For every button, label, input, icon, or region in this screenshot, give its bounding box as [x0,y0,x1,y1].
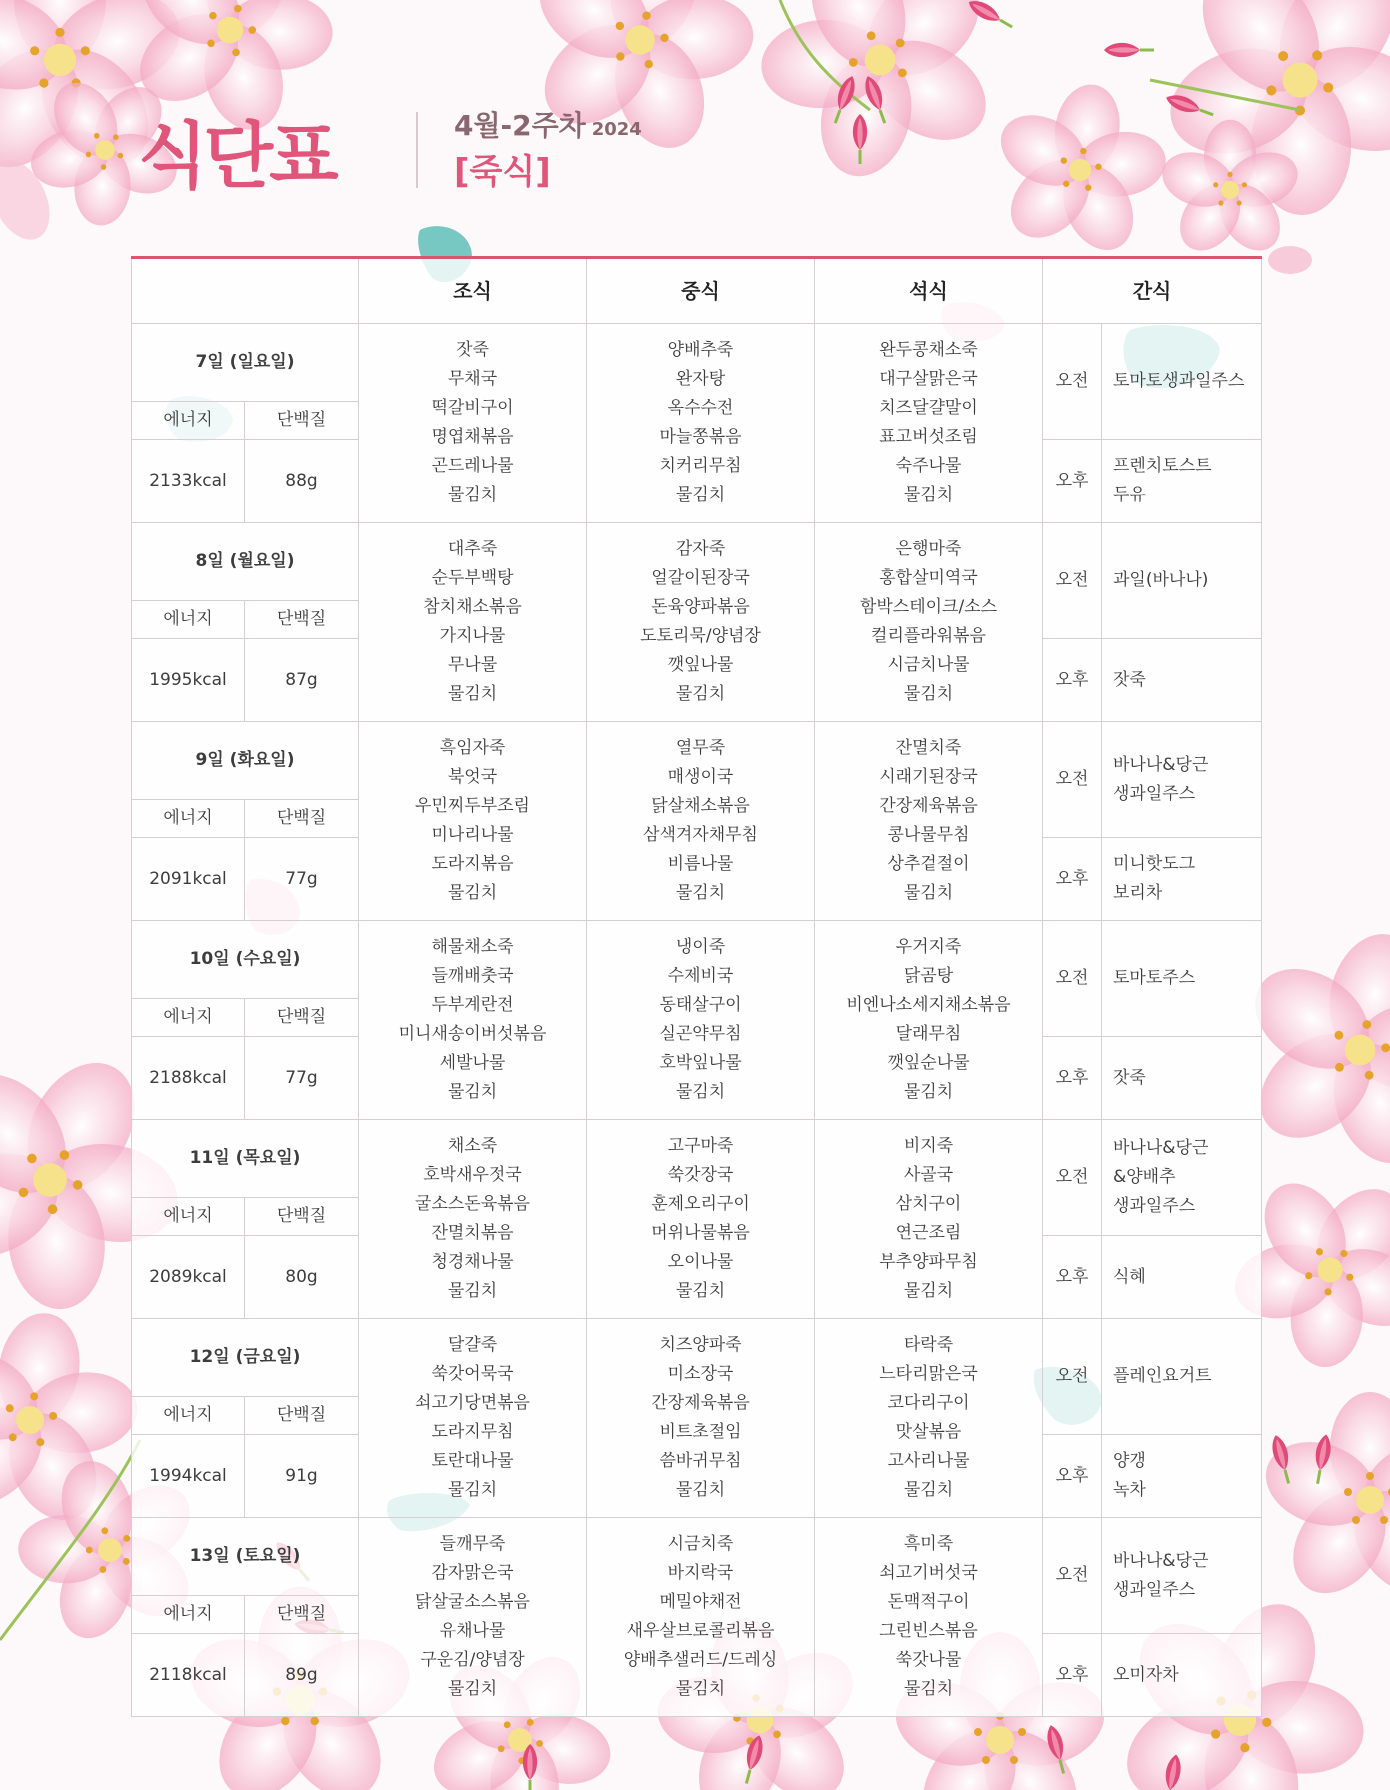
menu-item: 호박잎나물 [659,1053,742,1073]
menu-item: 열무죽 [675,738,726,758]
menu-item: 무채국 [447,369,498,389]
menu-item: 청경채나물 [431,1252,514,1272]
menu-item: 머위나물볶음 [651,1223,750,1243]
breakfast-cell [359,1120,587,1319]
col-lunch: 중식 [587,258,815,324]
menu-item: 물김치 [447,1480,498,1500]
menu-item: 흑미죽 [903,1534,954,1554]
menu-item: 잔멸치죽 [895,738,962,758]
day-label: 12일 (금요일) [132,1319,359,1397]
menu-item: 숙주나물 [895,456,962,476]
menu-item: 물김치 [447,1281,498,1301]
energy-label: 에너지 [132,1198,245,1236]
menu-item: 옥수수전 [667,398,734,418]
col-snack: 간식 [1043,258,1262,324]
protein-label: 단백질 [245,800,359,838]
snack-item: 양갱 [1113,1451,1146,1471]
snack-item: 프렌치토스트 [1113,456,1212,476]
energy-value: 2089kcal [132,1236,245,1319]
protein-label: 단백질 [245,1596,359,1634]
menu-item: 흑임자죽 [439,738,506,758]
snack-am-cell [1102,1518,1262,1634]
header-divider [416,112,418,188]
menu-item: 구운김/양념장 [420,1650,525,1670]
menu-item: 돈육양파볶음 [651,597,750,617]
menu-item: 연근조림 [895,1223,962,1243]
breakfast-cell [359,1319,587,1518]
menu-item: 매생이국 [667,767,734,787]
menu-item: 들깨무죽 [439,1534,506,1554]
menu-item: 물김치 [447,883,498,903]
menu-item: 쇠고기당면볶음 [415,1393,530,1413]
snack-item: 바나나&당근 [1113,754,1209,775]
menu-item: 컬리플라워볶음 [871,626,986,646]
snack-am-label: 오전 [1043,523,1102,639]
snack-item: 잣죽 [1113,1067,1146,1088]
menu-item: 닭살채소볶음 [651,796,750,816]
day-row [132,722,1262,800]
protein-label: 단백질 [245,1397,359,1435]
menu-item: 물김치 [903,1281,954,1301]
day-label: 11일 (목요일) [132,1120,359,1198]
menu-item: 닭살굴소스볶음 [415,1592,530,1612]
menu-item: 달걀죽 [447,1335,498,1355]
week-label [454,104,642,144]
day-row [132,1319,1262,1397]
table-header-row [132,258,1262,324]
menu-item: 명엽채볶음 [431,427,514,447]
snack-pm-label: 오후 [1043,1435,1102,1518]
breakfast-cell [359,1518,587,1717]
snack-pm-label: 오후 [1043,440,1102,523]
menu-item: 시금치나물 [887,655,970,675]
menu-item: 물김치 [447,1082,498,1102]
day-label: 7일 (일요일) [132,324,359,402]
menu-item: 세발나물 [439,1053,506,1073]
menu-item: 깻잎순나물 [887,1053,970,1073]
snack-item: 토마토생과일주스 [1113,371,1245,391]
menu-item: 물김치 [675,883,726,903]
menu-item: 미소장국 [667,1364,734,1384]
snack-am-label: 오전 [1043,921,1102,1037]
menu-item: 타락죽 [903,1335,954,1355]
lunch-cell [587,523,815,722]
day-row [132,1518,1262,1596]
menu-item: 실곤약무침 [659,1024,742,1044]
day-label: 8일 (월요일) [132,523,359,601]
menu-item: 달래무침 [895,1024,962,1044]
dinner-cell [815,523,1043,722]
menu-item: 고구마죽 [667,1136,734,1156]
menu-item: 씀바귀무침 [659,1451,742,1471]
protein-value: 91g [245,1435,359,1518]
snack-item: 토마토주스 [1113,968,1196,988]
protein-value: 87g [245,639,359,722]
snack-item: 바나나&당근 [1113,1138,1209,1158]
lunch-cell [587,1120,815,1319]
week-text: 4월-2주차 [454,109,586,142]
menu-item: 물김치 [903,883,954,903]
snack-am-cell [1102,523,1262,639]
menu-item: 물김치 [447,1679,498,1699]
breakfast-cell [359,324,587,523]
menu-item: 물김치 [675,1082,726,1102]
menu-item: 삼치구이 [895,1194,962,1214]
menu-item: 돈맥적구이 [887,1592,970,1612]
menu-item: 미나리나물 [431,825,514,845]
menu-item: 양배추샐러드/드레싱 [623,1650,778,1670]
snack-item: 과일(바나나) [1113,570,1209,590]
menu-item: 순두부백탕 [431,568,514,588]
snack-am-cell [1102,1120,1262,1236]
day-label: 13일 (토요일) [132,1518,359,1596]
snack-item: 두유 [1113,485,1146,505]
protein-label: 단백질 [245,402,359,440]
snack-pm-cell [1102,1236,1262,1319]
menu-item: 유채나물 [439,1621,506,1641]
snack-am-cell [1102,324,1262,440]
protein-label: 단백질 [245,1198,359,1236]
day-label: 9일 (화요일) [132,722,359,800]
menu-item: 양배추죽 [667,340,734,360]
energy-label: 에너지 [132,601,245,639]
menu-item: 사골국 [903,1165,954,1185]
snack-item: 미니핫도그 [1113,854,1196,874]
menu-item: 물김치 [903,485,954,505]
menu-item: 느타리맑은국 [879,1364,978,1384]
day-label: 10일 (수요일) [132,921,359,999]
menu-item: 물김치 [903,1679,954,1699]
energy-label: 에너지 [132,800,245,838]
menu-item: 비지죽 [903,1136,954,1156]
menu-item: 수제비국 [667,966,734,986]
menu-item: 물김치 [675,1281,726,1301]
header-blank-cell [132,258,359,324]
menu-item: 대구살맑은국 [879,369,978,389]
menu-item: 냉이죽 [675,937,726,957]
menu-table [131,256,1262,1717]
menu-item: 물김치 [675,1679,726,1699]
menu-item: 고사리나물 [887,1451,970,1471]
menu-item: 물김치 [903,684,954,704]
snack-am-label: 오전 [1043,1120,1102,1236]
menu-item: 북엇국 [447,767,498,787]
snack-pm-cell [1102,838,1262,921]
menu-item: 깻잎나물 [667,655,734,675]
menu-item: 토란대나물 [431,1451,514,1471]
snack-pm-cell [1102,1037,1262,1120]
menu-item: 콩나물무침 [887,825,970,845]
snack-item: &양배추 [1113,1167,1176,1187]
menu-item: 삼색겨자채무침 [643,825,758,845]
snack-pm-cell [1102,639,1262,722]
menu-item: 그린빈스볶음 [879,1621,978,1641]
menu-item: 두부계란전 [431,995,514,1015]
snack-am-label: 오전 [1043,722,1102,838]
menu-item: 굴소스돈육볶음 [415,1194,530,1214]
energy-value: 2118kcal [132,1634,245,1717]
snack-pm-label: 오후 [1043,1236,1102,1319]
menu-item: 도토리묵/양념장 [640,626,761,646]
menu-item: 가지나물 [439,626,506,646]
menu-item: 바지락국 [667,1563,734,1583]
menu-item: 코다리구이 [887,1393,970,1413]
snack-pm-label: 오후 [1043,1037,1102,1120]
menu-item: 마늘쫑볶음 [659,427,742,447]
menu-item: 비엔나소세지채소볶음 [846,995,1011,1015]
menu-item: 메밀야채전 [659,1592,742,1612]
menu-item: 완자탕 [675,369,726,389]
snack-item: 잣죽 [1113,669,1146,690]
menu-item: 은행마죽 [895,539,962,559]
menu-item: 시금치죽 [667,1534,734,1554]
menu-item: 치즈달걀말이 [879,398,978,418]
menu-item: 채소죽 [447,1136,498,1156]
snack-item: 생과일주스 [1113,1579,1196,1600]
page-title: 식단표 [138,114,335,198]
menu-item: 훈제오리구이 [651,1194,750,1214]
lunch-cell [587,921,815,1120]
energy-label: 에너지 [132,999,245,1037]
day-row [132,1120,1262,1198]
menu-item: 표고버섯조림 [879,427,978,447]
snack-item: 오미자차 [1113,1664,1179,1685]
dinner-cell [815,1319,1043,1518]
lunch-cell [587,722,815,921]
snack-item: 플레인요거트 [1113,1366,1212,1386]
snack-am-label: 오전 [1043,1319,1102,1435]
protein-value: 88g [245,440,359,523]
menu-item: 잔멸치볶음 [431,1223,514,1243]
menu-item: 미니새송이버섯볶음 [398,1024,547,1044]
menu-item: 쇠고기버섯국 [879,1563,978,1583]
day-row [132,324,1262,402]
menu-item: 간장제육볶음 [651,1393,750,1413]
protein-value: 77g [245,1037,359,1120]
menu-item: 우민찌두부조림 [415,796,530,816]
protein-value: 77g [245,838,359,921]
protein-label: 단백질 [245,999,359,1037]
snack-pm-label: 오후 [1043,838,1102,921]
meal-type-label: [죽식] [454,152,551,192]
menu-item: 물김치 [903,1480,954,1500]
snack-pm-cell [1102,440,1262,523]
menu-item: 간장제육볶음 [879,796,978,816]
menu-item: 물김치 [903,1082,954,1102]
snack-am-cell [1102,1319,1262,1435]
snack-item: 생과일주스 [1113,1196,1196,1216]
breakfast-cell [359,921,587,1120]
dinner-cell [815,722,1043,921]
menu-item: 감자죽 [675,539,726,559]
year-text: 2024 [591,119,642,140]
snack-item: 녹차 [1113,1480,1146,1500]
menu-item: 쑥갓장국 [667,1165,734,1185]
snack-item: 바나나&당근 [1113,1550,1209,1571]
menu-item: 치커리무침 [659,456,742,476]
menu-item: 참치채소볶음 [423,597,522,617]
menu-item: 잣죽 [456,340,489,360]
lunch-cell [587,1319,815,1518]
breakfast-cell [359,523,587,722]
menu-item: 비트초절임 [659,1422,742,1442]
menu-item: 물김치 [675,485,726,505]
snack-item: 보리차 [1113,883,1163,903]
energy-value: 2133kcal [132,440,245,523]
snack-pm-cell [1102,1634,1262,1717]
menu-item: 떡갈비구이 [431,398,514,418]
dinner-cell [815,324,1043,523]
menu-item: 함박스테이크/소스 [859,597,998,617]
col-dinner: 석식 [815,258,1043,324]
col-breakfast: 조식 [359,258,587,324]
menu-item: 동태살구이 [659,995,742,1015]
day-row [132,921,1262,999]
snack-am-label: 오전 [1043,1518,1102,1634]
menu-item: 물김치 [447,684,498,704]
energy-label: 에너지 [132,1397,245,1435]
snack-am-cell [1102,921,1262,1037]
snack-item: 식혜 [1113,1266,1146,1287]
breakfast-cell [359,722,587,921]
menu-item: 무나물 [447,655,498,675]
lunch-cell [587,1518,815,1717]
dinner-cell [815,1120,1043,1319]
menu-item: 시래기된장국 [879,767,978,787]
menu-item: 새우살브로콜리볶음 [626,1621,775,1641]
menu-item: 얼갈이된장국 [651,568,750,588]
menu-item: 곤드레나물 [431,456,514,476]
menu-item: 홍합살미역국 [879,568,978,588]
protein-value: 80g [245,1236,359,1319]
snack-am-label: 오전 [1043,324,1102,440]
menu-item: 도라지볶음 [431,854,514,874]
menu-body [132,324,1262,1717]
menu-item: 닭곰탕 [903,966,954,986]
menu-item: 물김치 [675,684,726,704]
menu-item: 감자맑은국 [431,1563,514,1583]
menu-item: 맛살볶음 [895,1422,962,1442]
menu-item: 호박새우젓국 [423,1165,522,1185]
menu-item: 쑥갓어묵국 [431,1364,514,1384]
menu-item: 물김치 [675,1480,726,1500]
menu-item: 비름나물 [667,854,734,874]
energy-value: 1994kcal [132,1435,245,1518]
snack-am-cell [1102,722,1262,838]
day-row [132,523,1262,601]
energy-label: 에너지 [132,402,245,440]
menu-item: 오이나물 [667,1252,734,1272]
menu-item: 쑥갓나물 [895,1650,962,1670]
menu-item: 해물채소죽 [431,937,514,957]
menu-item: 우거지죽 [895,937,962,957]
lunch-cell [587,324,815,523]
menu-item: 부추양파무침 [879,1252,978,1272]
snack-pm-cell [1102,1435,1262,1518]
menu-item: 완두콩채소죽 [879,340,978,360]
energy-label: 에너지 [132,1596,245,1634]
menu-item: 치즈양파죽 [659,1335,742,1355]
energy-value: 2188kcal [132,1037,245,1120]
snack-pm-label: 오후 [1043,639,1102,722]
dinner-cell [815,921,1043,1120]
snack-pm-label: 오후 [1043,1634,1102,1717]
protein-label: 단백질 [245,601,359,639]
dinner-cell [815,1518,1043,1717]
menu-item: 대추죽 [447,539,498,559]
snack-item: 생과일주스 [1113,783,1196,804]
energy-value: 2091kcal [132,838,245,921]
menu-item: 상추겉절이 [887,854,970,874]
energy-value: 1995kcal [132,639,245,722]
protein-value: 89g [245,1634,359,1717]
menu-item: 물김치 [447,485,498,505]
menu-item: 들깨배춧국 [431,966,514,986]
menu-item: 도라지무침 [431,1422,514,1442]
